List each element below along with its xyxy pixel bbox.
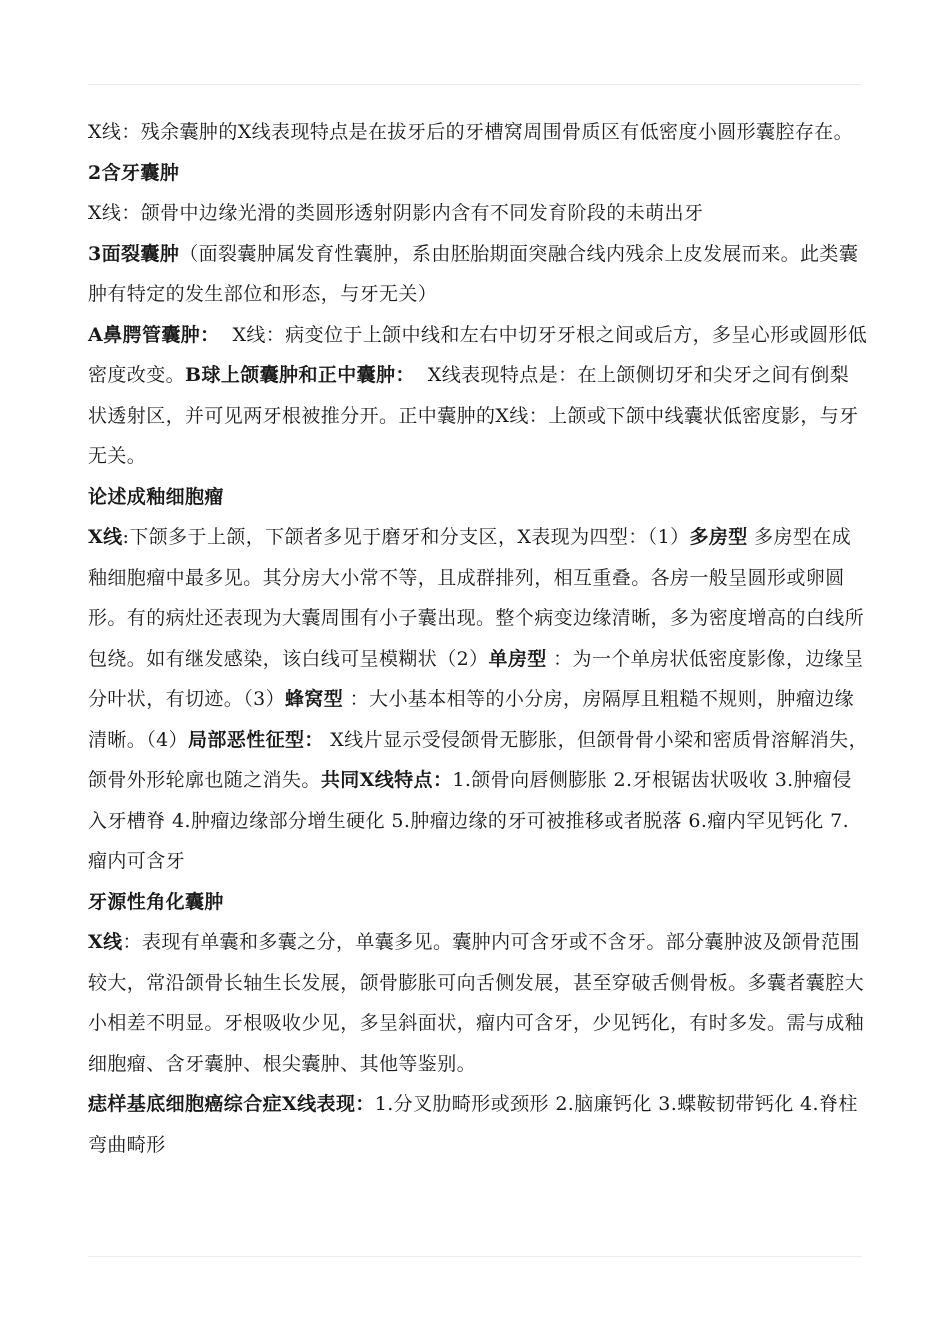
honeycomb-type-label: 蜂窝型	[285, 688, 344, 710]
nevoid-bcc-label: 痣样基底细胞癌综合症X线表现：	[88, 1093, 375, 1115]
ameloblastoma-paragraph: X线:下颌多于上颌，下颌者多见于磨牙和分支区，X表现为四型：（1）多房型 多房型在成釉细胞瘤中最多见。其分房大小常不等，且成群排列，相互重叠。各房一般呈圆形或卵圆形。有的病灶还表现为大囊周围有小子囊出现。整个病变边缘清晰，多为密度增高的白线所包绕。如有继发感染，该白线可呈模糊状（2）单房型 ：为一个单房状低密度影像，边缘呈分叶状，有切迹。（3）蜂窝型 ：大小基本相等的小分房，房隔厚且粗糙不规则，肿瘤边缘清晰。（4）局部恶性征型： X线片显示受侵颌骨无膨胀，但颌骨骨小梁和密质骨溶解消失，颌骨外形轮廓也随之消失。共同X线特点：1.颌骨向唇侧膨胀 2.牙根锯齿状吸收 3.肿瘤侵入牙槽脊 4.肿瘤边缘部分增生硬化 5.肿瘤边缘的牙可被推移或者脱落 6.瘤内罕见钙化 7.瘤内可含牙	[88, 526, 868, 872]
nasopalatine-cyst-label: A鼻腭管囊肿：	[88, 323, 220, 346]
dentigerous-cyst-heading: 2含牙囊肿	[88, 161, 180, 184]
dentigerous-cyst-xray-paragraph: X线：颌骨中边缘光滑的类圆形透射阴影内含有不同发育阶段的未萌出牙	[88, 202, 704, 224]
document-page	[88, 112, 868, 1165]
globulomaxillary-cyst-text: X线表现特点是：在上颌侧切牙和尖牙之间有倒梨状透射区，并可见两牙根被推分开。正中囊肿的X线：上颌或下颌中线囊状低密度影，与牙无关。	[88, 364, 859, 467]
fissural-cyst-paragraph	[88, 234, 868, 315]
fissural-cyst-intro: （面裂囊肿属发育性囊肿，系由胚胎期面突融合线内残余上皮发展而来。此类囊肿有特定的发生部位和形态，与牙无关）	[88, 242, 859, 305]
header-rule	[88, 84, 862, 85]
nevoid-bcc-paragraph	[88, 1084, 868, 1165]
common-xray-features-label: 共同X线特点：	[320, 769, 453, 791]
ameloblastoma-heading: 论述成釉细胞瘤	[88, 485, 224, 508]
globulomaxillary-cyst-label: B球上颌囊肿和正中囊肿：	[185, 364, 415, 386]
unilocular-type-label: 单房型	[488, 647, 547, 670]
nasopalatine-cyst-text: X线：病变位于上颌中线和左右中切牙牙根之间或后方，多呈心形或圆形低密度改变。	[88, 323, 868, 386]
locally-malignant-type-label: 局部恶性征型：	[188, 728, 324, 751]
keratocyst-xray-label: X线	[88, 931, 123, 953]
common-xray-features-text: 1.颌骨向唇侧膨胀 2.牙根锯齿状吸收 3.肿瘤侵入牙槽脊 4.肿瘤边缘部分增生硬化 5.肿瘤边缘的牙可被推移或者脱落 6.瘤内罕见钙化 7.瘤内可含牙	[88, 769, 852, 872]
ameloblastoma-xray-label: X线	[88, 526, 123, 548]
multilocular-type-label: 多房型	[689, 526, 748, 548]
residual-cyst-xray-paragraph: X线：残余囊肿的X线表现特点是在拔牙后的牙槽窝周围骨质区有低密度小圆形囊腔存在。	[88, 121, 854, 143]
nevoid-bcc-text: 1.分叉肋畸形或颈形 2.脑廉钙化 3.蝶鞍韧带钙化 4.脊柱弯曲畸形	[88, 1093, 858, 1156]
nasopalatine-cyst-paragraph	[88, 315, 868, 477]
footer-rule	[88, 1256, 862, 1257]
keratocyst-heading: 牙源性角化囊肿	[88, 890, 224, 913]
fissural-cyst-heading: 3面裂囊肿	[88, 242, 180, 265]
keratocyst-paragraph: X线：表现有单囊和多囊之分，单囊多见。囊肿内可含牙或不含牙。部分囊肿波及颌骨范围较大，常沿颌骨长轴生长发展，颌骨膨胀可向舌侧发展，甚至穿破舌侧骨板。多囊者囊腔大小相差不明显。牙根吸收少见，多呈斜面状，瘤内可含牙，少见钙化，有时多发。需与成釉细胞瘤、含牙囊肿、根尖囊肿、其他等鉴别。	[88, 931, 865, 1075]
